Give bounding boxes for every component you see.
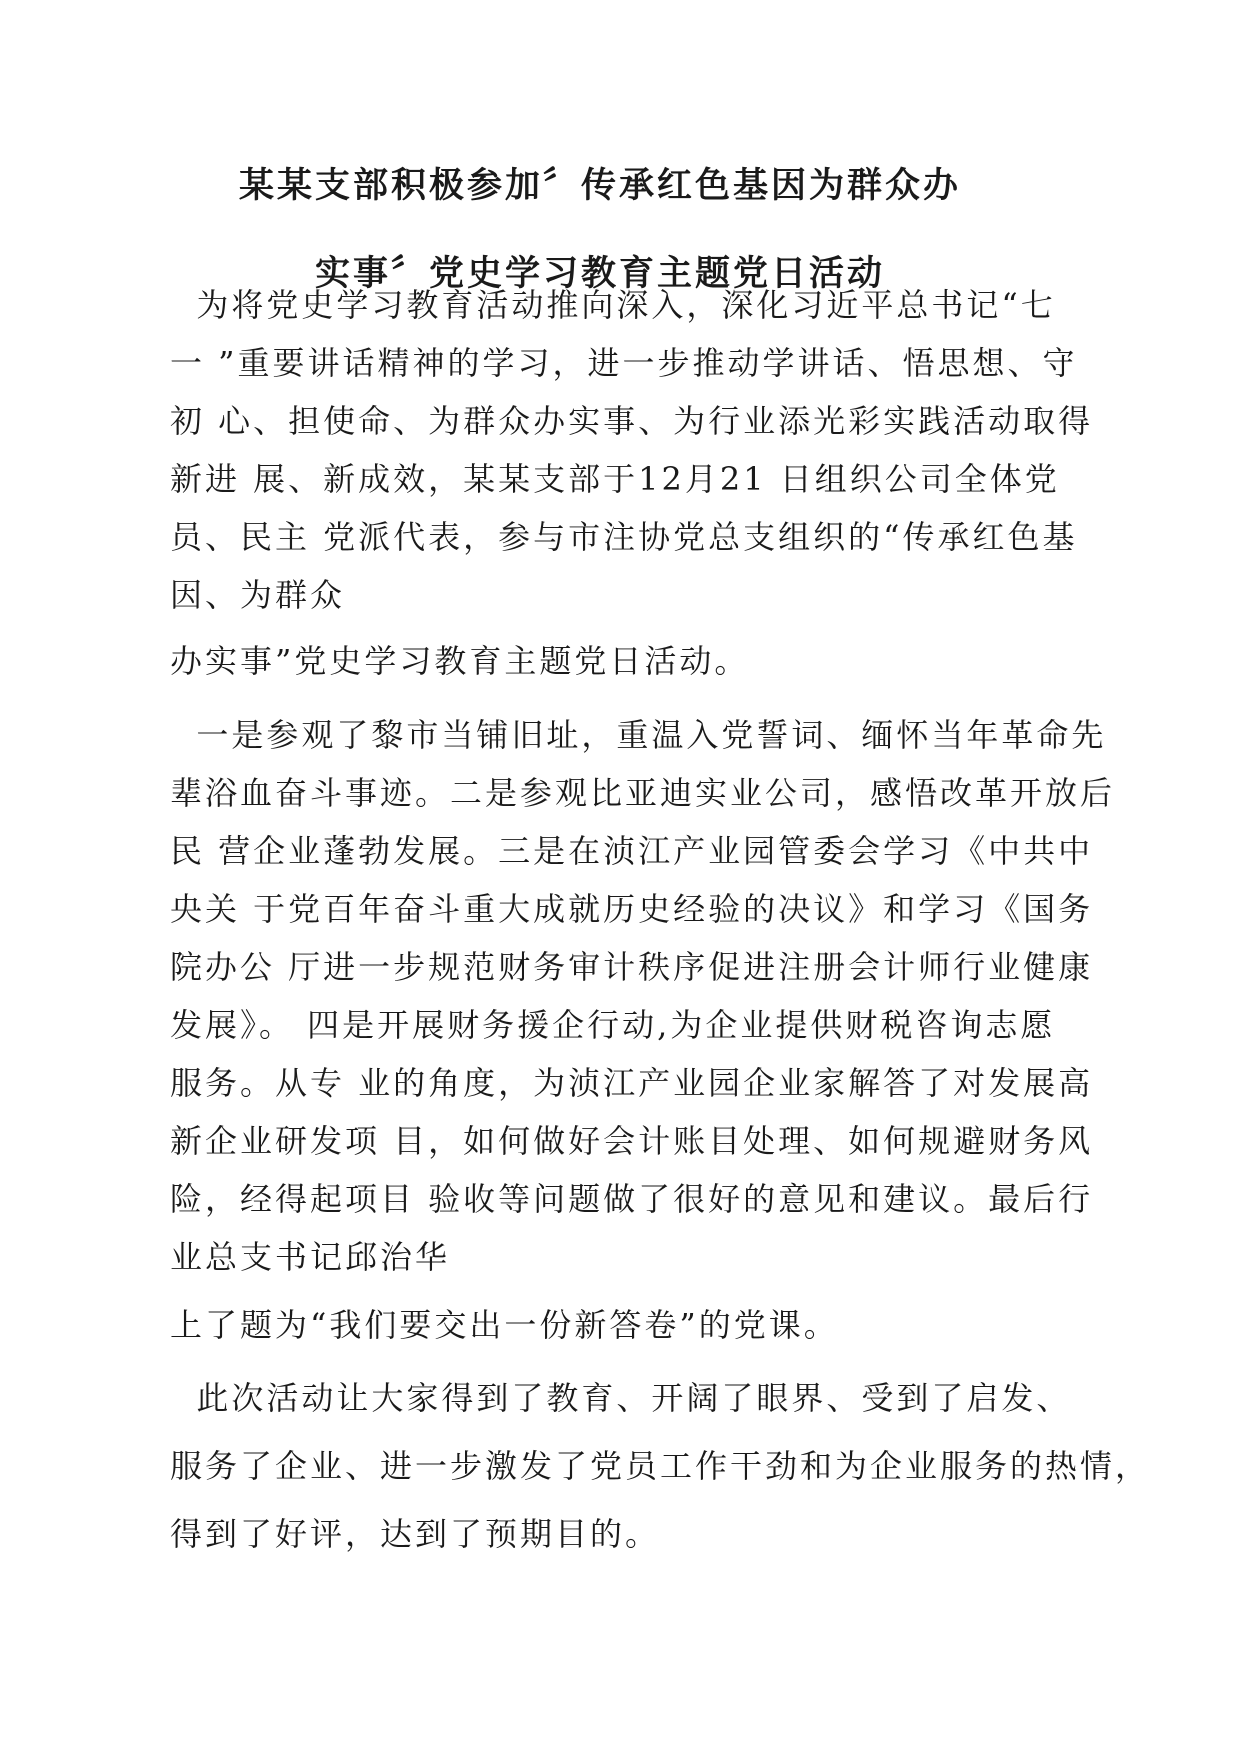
body-line: 因、为群众: [170, 576, 346, 614]
body-line: 办实事”党史学习教育主题党日活动。: [170, 642, 750, 680]
body-line: 员、民主 党派代表，参与市注协党总支组织的“传承红色基: [170, 518, 1078, 556]
document-title-line-1: 某某支部积极参加〞传承红色基因为群众办: [238, 166, 961, 206]
document-title-line-2: 实事〞党史学习教育主题党日活动: [314, 254, 885, 294]
body-line: 新进 展、新成效，某某支部于12月21 日组织公司全体党: [170, 460, 1060, 498]
body-line: 发展》。 四是开展财务援企行动,为企业提供财税咨询志愿: [170, 1006, 1056, 1044]
body-line: 院办公 厅进一步规范财务审计秩序促进注册会计师行业健康: [170, 948, 1094, 986]
body-line: 服务。从专 业的角度，为浈江产业园企业家解答了对发展高: [170, 1064, 1094, 1102]
body-line: 央关 于党百年奋斗重大成就历史经验的决议》和学习《国务: [170, 890, 1094, 928]
body-line: 民 营企业蓬勃发展。三是在浈江产业园管委会学习《中共中: [170, 832, 1094, 870]
body-line: 服务了企业、进一步激发了党员工作干劲和为企业服务的热情，: [170, 1447, 1151, 1485]
body-line: 此次活动让大家得到了教育、开阔了眼界、受到了启发、: [170, 1379, 1072, 1417]
body-line: 辈浴血奋斗事迹。二是参观比亚迪实业公司，感悟改革开放后: [170, 774, 1116, 812]
body-line: 得到了好评，达到了预期目的。: [170, 1515, 661, 1553]
body-line: 为将党史学习教育活动推向深入，深化习近平总书记“七: [170, 286, 1056, 324]
body-line: 上了题为“我们要交出一份新答卷”的党课。: [170, 1306, 839, 1344]
body-line: 一 ”重要讲话精神的学习，进一步推动学讲话、悟思想、守: [170, 344, 1078, 382]
body-line: 初 心、担使命、为群众办实事、为行业添光彩实践活动取得: [170, 402, 1094, 440]
body-line: 新企业研发项 目，如何做好会计账目处理、如何规避财务风: [170, 1122, 1094, 1160]
body-line: 险，经得起项目 验收等问题做了很好的意见和建议。最后行: [170, 1180, 1094, 1218]
body-line: 一是参观了黎市当铺旧址，重温入党誓词、缅怀当年革命先: [170, 716, 1107, 754]
body-line: 业总支书记邱治华: [170, 1238, 451, 1276]
